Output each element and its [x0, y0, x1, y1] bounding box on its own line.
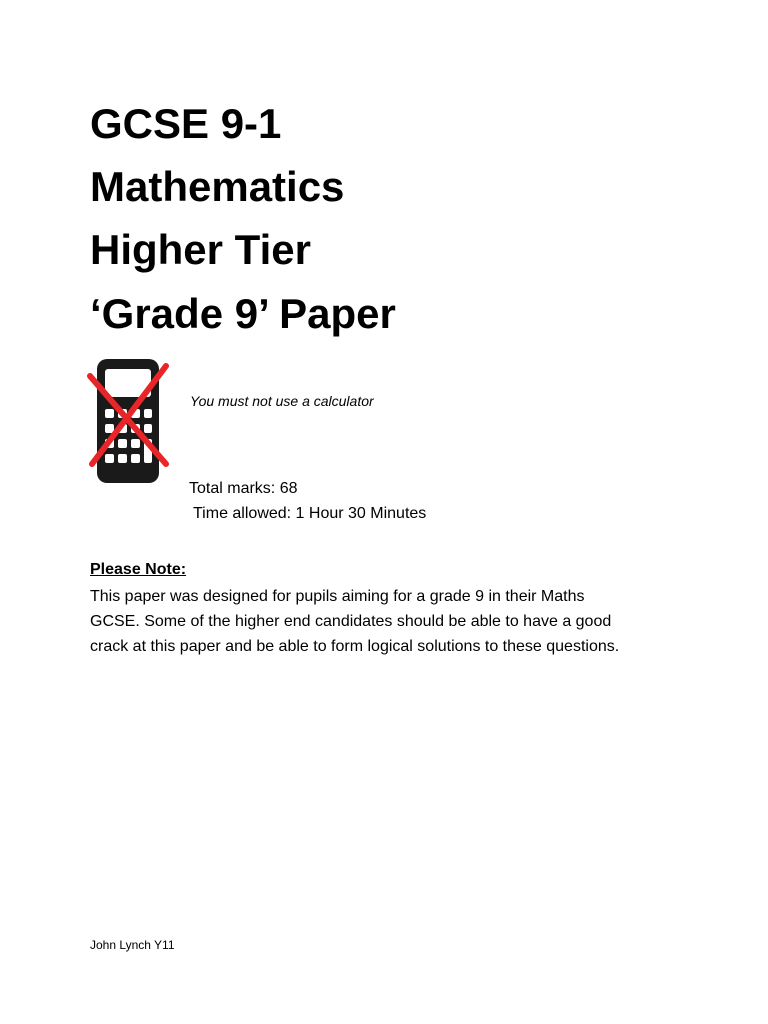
note-line-2: GCSE. Some of the higher end candidates should be able to have a good	[90, 613, 612, 630]
footer-author: John Lynch Y11	[90, 938, 175, 952]
note-line-1: This paper was designed for pupils aiming for a grade 9 in their Maths	[90, 588, 585, 605]
title-line-4: ‘Grade 9’ Paper	[90, 290, 396, 337]
note-line-3: crack at this paper and be able to form logical solutions to these questions.	[90, 638, 620, 655]
note-body	[90, 584, 690, 659]
title-line-1: GCSE 9-1	[90, 100, 282, 147]
time-allowed: Time allowed: 1 Hour 30 Minutes	[193, 505, 427, 522]
title-line-2: Mathematics	[90, 163, 345, 210]
total-marks: Total marks: 68	[189, 480, 298, 497]
calculator-instruction: You must not use a calculator	[190, 393, 374, 409]
title-line-3: Higher Tier	[90, 226, 311, 273]
no-calculator-icon	[84, 356, 170, 486]
note-heading: Please Note:	[90, 561, 187, 578]
